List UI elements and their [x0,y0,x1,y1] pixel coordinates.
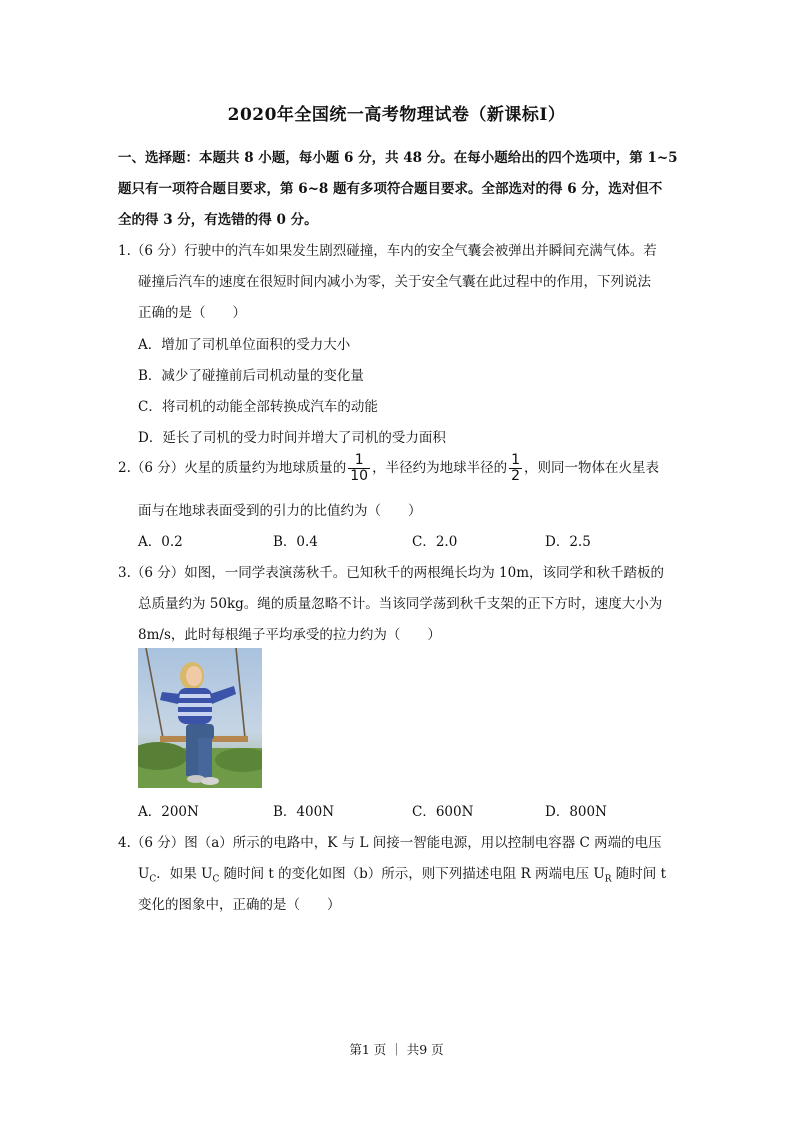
q3-stem-line-3: 8m/s，此时每根绳子平均承受的拉力约为（ ） [138,627,441,643]
q2-option-b: B．0.4 [273,534,318,550]
fraction-one-tenth [348,453,370,484]
page-title: 2020年全国统一高考物理试卷（新课标Ⅰ） [227,105,566,125]
fraction-numerator: 1 [354,452,364,468]
q3-option-c: C．600N [412,804,474,820]
q3-stem-line-2: 总质量约为 50kg。绳的质量忽略不计。当该同学荡到秋千支架的正下方时，速度大小为 [138,596,663,612]
q1-option-c: C．将司机的动能全部转换成汽车的动能 [138,399,378,415]
page-footer: 第1 页 ｜ 共9 页 [349,1042,444,1057]
q2-option-a: A．0.2 [138,534,183,550]
q1-stem-line-3: 正确的是（ ） [138,305,246,321]
subscript-c: C [149,874,157,885]
q2-stem-line-2: 面与在地球表面受到的引力的比值约为（ ） [138,503,422,519]
q2-option-c: C．2.0 [412,534,458,550]
q3-option-a: A．200N [138,804,199,820]
section-instructions-line-3: 全的得 3 分，有选错的得 0 分。 [118,212,318,228]
q2-text-2: ，半径约为地球半径的 [372,460,508,476]
q4-stem-line-1: 4.（6 分）图（a）所示的电路中，K 与 L 间接一智能电源，用以控制电容器 C 两端的电压 [118,835,662,851]
fraction-denominator: 10 [350,468,369,484]
fraction-one-half [509,453,522,484]
swing-photo [138,648,262,788]
section-instructions-line-1: 一、选择题：本题共 8 小题，每小题 6 分，共 48 分。在每小题给出的四个选项中，第 1~5 [118,150,678,166]
q1-stem-line-1: 1.（6 分）行驶中的汽车如果发生剧烈碰撞，车内的安全气囊会被弹出并瞬间充满气体。若 [118,243,657,259]
q4-text-2d: 随时间 t [611,866,666,882]
q3-option-d: D．800N [545,804,607,820]
q4-text-2c: 随时间 t 的变化如图（b）所示，则下列描述电阻 R 两端电压 U [219,866,605,882]
fraction-numerator: 1 [511,452,521,468]
section-instructions-line-2: 题只有一项符合题目要求，第 6~8 题有多项符合题目要求。全部选对的得 6 分，选对但不 [118,181,663,197]
q4-stem-line-2 [138,862,666,885]
q3-stem-line-1: 3.（6 分）如图，一同学表演荡秋千。已知秋千的两根绳长均为 10m，该同学和秋千踏板的 [118,565,665,581]
q2-text-3: ，则同一物体在火星表 [524,460,660,476]
subscript-r: R [604,874,612,885]
q1-option-d: D．延长了司机的受力时间并增大了司机的受力面积 [138,430,446,446]
q2-text-1: 2.（6 分）火星的质量约为地球质量的 [118,460,347,476]
q4-stem-line-3: 变化的图象中，正确的是（ ） [138,897,341,913]
voltage-symbol: U [138,866,150,882]
subscript-c: C [212,874,220,885]
q2-option-d: D．2.5 [545,534,591,550]
q4-text-2b: ．如果 U [156,866,213,882]
q1-stem-line-2: 碰撞后汽车的速度在很短时间内减小为零，关于安全气囊在此过程中的作用，下列说法 [138,274,651,290]
q1-option-b: B．减少了碰撞前后司机动量的变化量 [138,368,364,384]
fraction-denominator: 2 [511,468,521,484]
q1-option-a: A．增加了司机单位面积的受力大小 [138,337,351,353]
q2-stem-line-1 [118,453,659,484]
q3-option-b: B．400N [273,804,335,820]
